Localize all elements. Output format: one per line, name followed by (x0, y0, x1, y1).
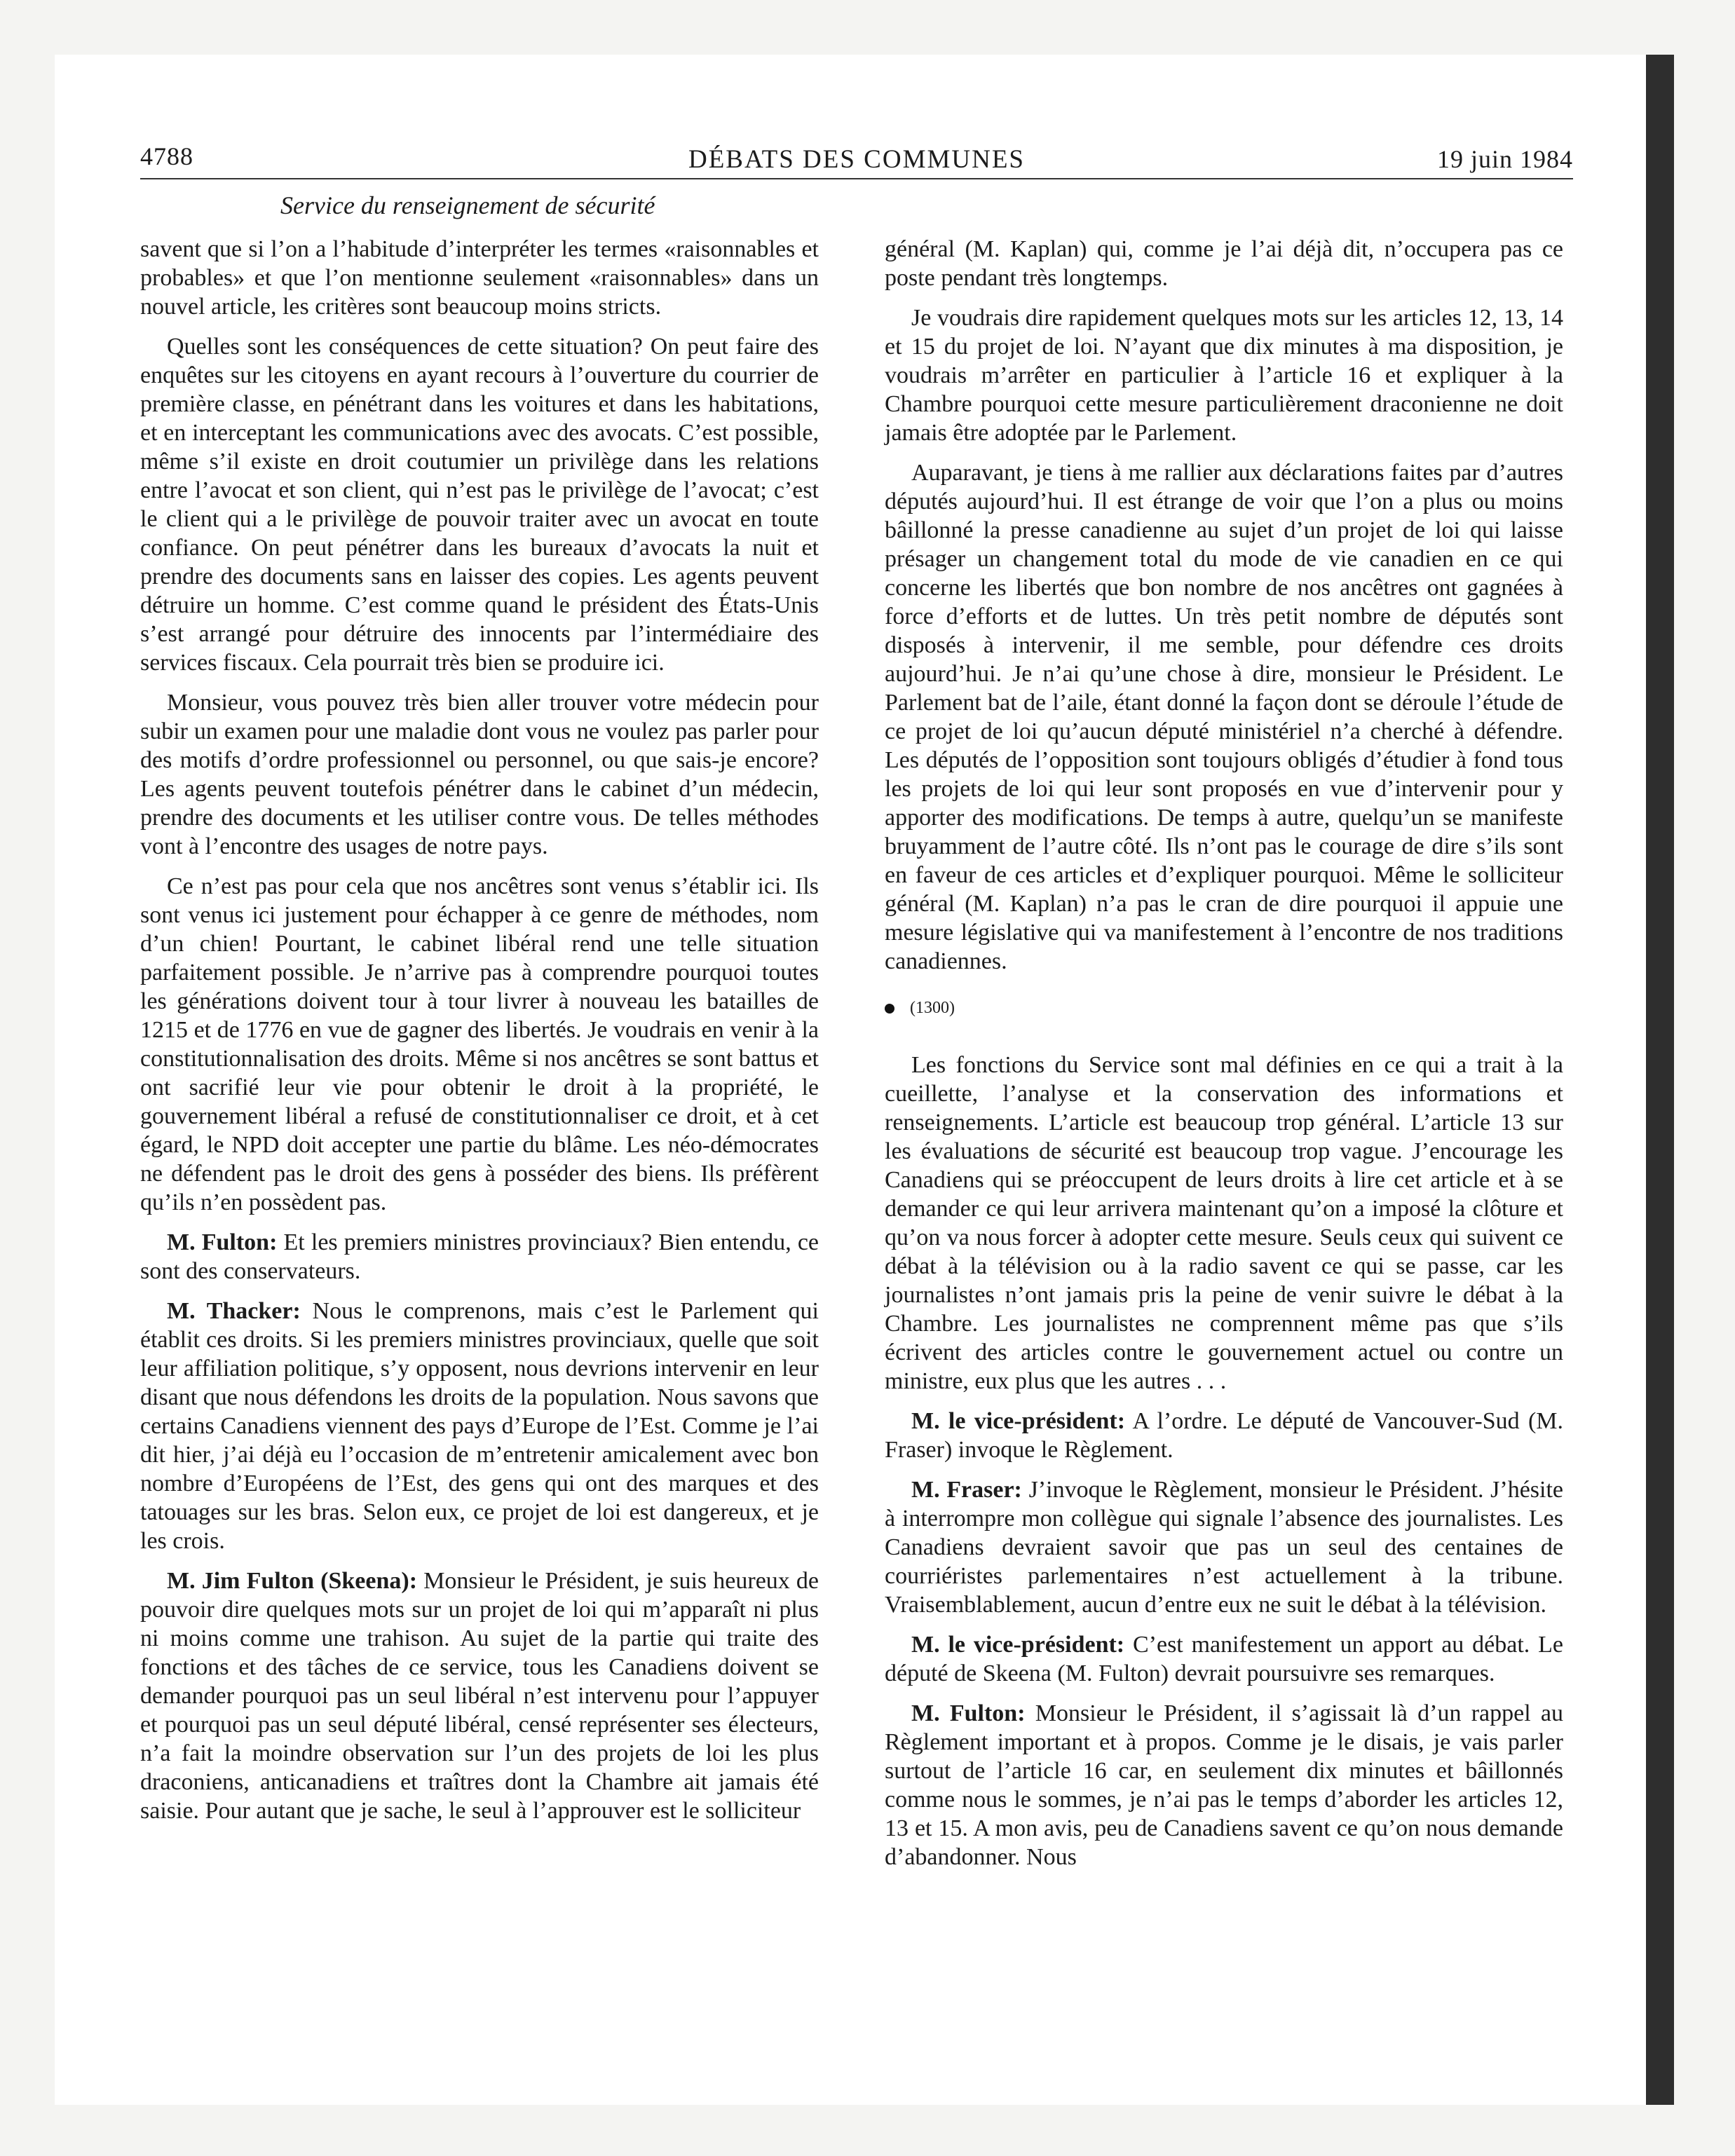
publication-date: 19 juin 1984 (1436, 145, 1573, 173)
paragraph (885, 458, 1563, 976)
paragraph-text: Monsieur le Président, il s’agissait là d’un rappel au Règlement important et à propos. Comme je le disais, je vais parler surtout de l’article 16 car, en seulement dix minutes et bâillonnés comme nous le sommes, je n’ai pas le temps d’aborder les articles 12, 13 et 15. A mon avis, peu de Canadiens savent ce qu’on nous demande d’abandonner. Nous (885, 1700, 1563, 1870)
paragraph (885, 1699, 1563, 1871)
paragraph (885, 1630, 1563, 1688)
paragraph (885, 303, 1563, 447)
paragraph (140, 1297, 819, 1555)
paragraph-text: Les fonctions du Service sont mal définies en ce qui a trait à la cueillette, l’analyse et la conservation des informations et renseignements. L’article est beaucoup trop général. L’article 13 sur les évaluations de sécurité est beaucoup trop vague. J’encourage les Canadiens qui se préoccupent de leurs droits à lire cet article et à se demander ce qui leur arrivera maintenant qu’on a imposé la clôture et qu’on va nous forcer à adopter cette mesure. Seuls ceux qui suivent ce débat à la télévision ou à la radio savent ce qui se passe, car les journalistes n’ont jamais pris la peine de venir suivre le débat à la Chambre. Les journalistes ne comprennent même pas que s’ils écrivent des articles contre le gouvernement actuel ou contre un ministre, eux plus que les autres . . . (885, 1052, 1563, 1394)
page-header (140, 140, 1573, 179)
paragraph-text: Auparavant, je tiens à me rallier aux déclarations faites par d’autres députés aujourd’hui. Il est étrange de voir que l’on a plus ou moins bâillonné la presse canadienne au sujet d’un projet de loi qui laisse présager un changement total du mode de vie canadien en ce qui concerne les libertés que bon nombre de nos ancêtres ont gagnées à force d’efforts et de luttes. Un très petit nombre de députés sont disposés à intervenir, il me semble, pour défendre ces droits aujourd’hui. Je n’ai qu’une chose à dire, monsieur le Président. Le Parlement bat de l’aile, étant donné la façon dont se déroule l’étude de ce projet de loi qu’aucun député ministériel n’a cherché à défendre. Les députés de l’opposition sont toujours obligés d’étudier à fond tous les projets de loi qui leur sont proposés en vue d’intervenir pour y apporter des modifications. De temps à autre, quelqu’un se manifeste bruyamment de l’autre côté. Ils n’ont pas le courage de dire s’ils sont en faveur de ces articles et d’expliquer pourquoi. Même le solliciteur général (M. Kaplan) n’a pas le cran de dire pourquoi il appuie une mesure législative qui va manifestement à l’encontre de nos traditions canadiennes. (885, 460, 1563, 974)
speaker-name: M. Fulton: (911, 1700, 1026, 1726)
section-subtitle: Service du renseignement de sécurité (280, 191, 655, 219)
speaker-name: M. Fulton: (167, 1229, 278, 1255)
speaker-name: M. Thacker: (167, 1298, 301, 1324)
paragraph (140, 235, 819, 321)
paragraph-text: Monsieur, vous pouvez très bien aller trouver votre médecin pour subir un examen pour une maladie dont vous ne voulez pas parler pour des motifs d’ordre professionnel ou personnel, ou que sais-je encore? Les agents peuvent toutefois pénétrer dans le cabinet d’un médecin, prendre des documents et les utiliser contre vous. De telles méthodes vont à l’encontre des usages de notre pays. (140, 690, 819, 859)
time-marker-label: (1300) (910, 999, 955, 1017)
speaker-name: M. Jim Fulton (Skeena): (167, 1568, 418, 1594)
paragraph-text: Et les premiers ministres provinciaux? Bien entendu, ce sont des conservateurs. (140, 1229, 819, 1284)
paragraph-text: Quelles sont les conséquences de cette situation? On peut faire des enquêtes sur les citoyens en ayant recours à l’ouverture du courrier de première classe, en pénétrant dans les voitures et dans les habitations, et en interceptant les communications avec des avocats. C’est possible, même s’il existe en droit coutumier un privilège dans les relations entre l’avocat et son client, qui n’est pas le privilège de l’avocat; c’est le client qui a le privilège de pouvoir traiter avec un avocat en toute confiance. On peut pénétrer dans les bureaux d’avocats la nuit et prendre des documents sans en laisser des copies. Les agents peuvent détruire un homme. C’est comme quand le président des États-Unis s’est arrangé pour détruire des innocents par l’intermédiaire des services fiscaux. Cela pourrait très bien se produire ici. (140, 334, 819, 676)
speaker-name: M. le vice-président: (911, 1632, 1125, 1658)
paragraph-text: Ce n’est pas pour cela que nos ancêtres sont venus s’établir ici. Ils sont venus ici justement pour échapper à ce genre de méthodes, nom d’un chien! Pourtant, le cabinet libéral rend une telle situation parfaitement possible. Je n’arrive pas à comprendre pourquoi toutes les générations doivent tour à tour livrer à nouveau les batailles de 1215 et de 1776 en vue de gagner des libertés. Je voudrais en venir à la constitutionnalisation des droits. Même si nos ancêtres se sont battus et ont sacrifié leur vie pour obtenir le droit à la propriété, le gouvernement libéral a refusé de constitutionnaliser ce droit, et à cet égard, le NPD doit accepter une partie du blâme. Les néo-démocrates ne défendent pas le droit des gens à posséder des biens. Ils préfèrent qu’ils n’en possèdent pas. (140, 873, 819, 1215)
paragraph-text: J’invoque le Règlement, monsieur le Président. J’hésite à interrompre mon collègue qui signale l’absence des journalistes. Les Canadiens devraient savoir que pas un seul des centaines de courriéristes parlementaires n’est actuellement à la tribune. Vraisemblablement, aucun d’entre eux ne suit le débat à la télévision. (885, 1477, 1564, 1618)
scan-edge (1646, 55, 1674, 2105)
right-column (885, 235, 1563, 1883)
paragraph-text: général (M. Kaplan) qui, comme je l’ai déjà dit, n’occupera pas ce poste pendant très longtemps. (885, 236, 1563, 291)
speaker-name: M. Fraser: (911, 1477, 1022, 1503)
paragraph-text: C’est manifestement un apport au débat. Le député de Skeena (M. Fulton) devrait poursuivre ses remarques. (885, 1632, 1563, 1686)
paragraph-text: Je voudrais dire rapidement quelques mots sur les articles 12, 13, 14 et 15 du projet de loi. N’ayant que dix minutes à ma disposition, je voudrais m’arrêter en particulier à l’article 16 et expliquer à la Chambre pourquoi cette mesure particulièrement draconienne ne doit jamais être adoptée par le Parlement. (885, 305, 1563, 446)
paragraph-text: Nous le comprenons, mais c’est le Parlement qui établit ces droits. Si les premiers ministres provinciaux, quelle que soit leur affiliation politique, s’y opposent, nous devrions intervenir en leur disant que nous défendons les droits de la population. Nous savons que certains Canadiens viennent des pays d’Europe de l’Est. Comme je l’ai dit hier, j’ai déjà eu l’occasion de m’entretenir amicalement avec bon nombre d’Européens de l’Est, des gens qui ont des marques et des tatouages sur les bras. Selon eux, ce projet de loi est dangereux, et je les crois. (140, 1298, 819, 1554)
paragraph (885, 235, 1563, 292)
paragraph (885, 1051, 1563, 1396)
paragraph (885, 1407, 1563, 1464)
speaker-name: M. le vice-président: (911, 1408, 1126, 1434)
paragraph-text: savent que si l’on a l’habitude d’interpréter les termes «raisonnables et probables» et que l’on mentionne seulement «raisonnables» dans un nouvel article, les critères sont beaucoup moins stricts. (140, 236, 819, 320)
paragraph (140, 688, 819, 861)
page-number: 4788 (140, 142, 193, 170)
paragraph (140, 332, 819, 677)
time-marker (885, 994, 1563, 1023)
paragraph-text: A l’ordre. Le député de Vancouver-Sud (M. Fraser) invoque le Règlement. (885, 1408, 1563, 1463)
publication-title: DÉBATS DES COMMUNES (688, 145, 1025, 174)
bullet-icon (885, 1004, 894, 1014)
paragraph (885, 1475, 1563, 1619)
left-column (140, 235, 819, 1836)
paragraph (140, 872, 819, 1217)
paragraph-text: Monsieur le Président, je suis heureux de pouvoir dire quelques mots sur un projet de loi qui m’apparaît ni plus ni moins comme une trahison. Au sujet de la partie qui traite des fonctions et des tâches de ce service, tous les Canadiens doivent se demander pourquoi pas un seul libéral n’est intervenu pour l’appuyer et pourquoi pas un seul député libéral, censé représenter ses électeurs, n’a fait la moindre observation sur l’un des projets de loi les plus draconiens, anticanadiens et traîtres dont la Chambre ait jamais été saisie. Pour autant que je sache, le seul à l’approuver est le solliciteur (140, 1568, 819, 1824)
paragraph (140, 1228, 819, 1285)
paragraph (140, 1567, 819, 1825)
